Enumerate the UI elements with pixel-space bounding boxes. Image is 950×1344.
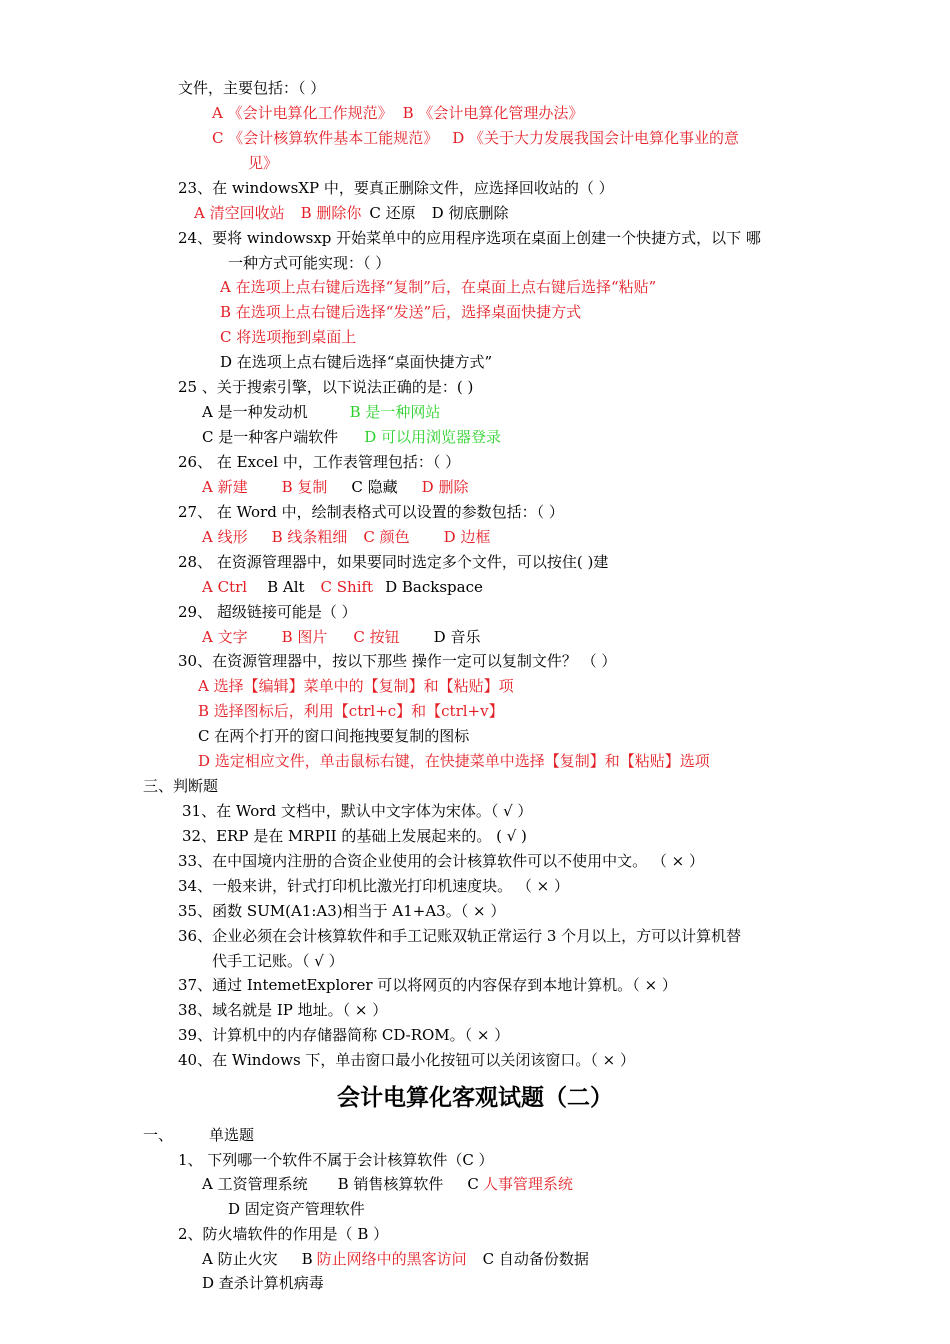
answer-option: B 图片 <box>281 628 328 646</box>
text-line <box>228 253 390 273</box>
text-run: 25 、关于搜索引擎，以下说法正确的是：( ) <box>178 378 474 396</box>
text-run: 一、 <box>143 1126 174 1144</box>
text-line <box>178 377 473 397</box>
answer-option: B 选择图标后，利用【ctrl+c】和【ctrl+v】 <box>198 702 504 720</box>
answer-option: A 《会计电算化工作规范》 <box>212 104 393 122</box>
text-line <box>202 527 490 547</box>
text-run: 单选题 <box>209 1126 255 1144</box>
text-line <box>212 103 583 123</box>
text-line <box>182 826 527 846</box>
text-line <box>198 726 469 746</box>
answer-option: A 文字 <box>202 628 248 646</box>
text-line <box>143 776 218 796</box>
answer-option: 见》 <box>248 154 279 172</box>
text-run: 29、 超级链接可能是（ ） <box>178 603 357 621</box>
text-line <box>202 402 440 422</box>
text-run: C 还原 <box>369 204 416 222</box>
text-line <box>182 801 532 821</box>
answer-option: C 按钮 <box>353 628 400 646</box>
text-line <box>178 1224 388 1244</box>
text-line <box>194 203 508 223</box>
text-line <box>212 128 739 148</box>
text-run: C 在两个打开的窗口间拖拽要复制的图标 <box>198 727 470 745</box>
answer-option: 人事管理系统 <box>482 1175 573 1193</box>
text-line <box>220 302 581 322</box>
text-run: D 固定资产管理软件 <box>228 1200 365 1218</box>
answer-option: B 删除你 <box>300 204 362 222</box>
text-run: 36、企业必须在会计核算软件和手工记账双轨正常运行 3 个月以上，方可以计算机替 <box>178 927 742 945</box>
text-run: D Backspace <box>385 578 483 596</box>
text-line <box>198 751 710 771</box>
text-line <box>178 975 677 995</box>
answer-option: A 在选项上点右键后选择“复制”后，在桌面上点右键后选择“粘贴” <box>220 278 657 296</box>
text-line <box>202 1249 589 1269</box>
text-line <box>198 676 514 696</box>
text-line <box>198 701 504 721</box>
text-run: A 工资管理系统 <box>202 1175 308 1193</box>
text-run: 28、 在资源管理器中，如果要同时选定多个文件，可以按住( )建 <box>178 553 609 571</box>
text-line <box>228 1199 365 1219</box>
text-run: D 在选项上点右键后选择“桌面快捷方式” <box>220 353 493 371</box>
text-line <box>202 1273 324 1293</box>
answer-option: A 新建 <box>202 478 248 496</box>
text-run: 35、函数 SUM(A1:A3)相当于 A1+A3。（ × ） <box>178 902 506 920</box>
answer-option: C 颜色 <box>363 528 410 546</box>
text-run: B Alt <box>267 578 305 596</box>
answer-option: B 在选项上点右键后选择“发送”后，选择桌面快捷方式 <box>220 303 582 321</box>
text-run: C <box>467 1175 479 1193</box>
answer-option: A 清空回收站 <box>194 204 285 222</box>
text-line <box>178 1000 387 1020</box>
text-run: 27、 在 Word 中，绘制表格式可以设置的参数包括：（ ） <box>178 503 564 521</box>
text-line <box>178 552 608 572</box>
text-run: 32、ERP 是在 MRPII 的基础上发展起来的。 ( √ ) <box>182 827 527 845</box>
answer-option: B 线条粗细 <box>271 528 348 546</box>
text-line <box>178 178 614 198</box>
text-line <box>178 502 564 522</box>
text-run: 39、计算机中的内存储器简称 CD-ROM。（ × ） <box>178 1026 510 1044</box>
text-line <box>178 1025 509 1045</box>
text-run: A 防止火灾 <box>202 1250 278 1268</box>
text-line <box>178 651 616 671</box>
text-run: 34、一般来讲，针式打印机比激光打印机速度块。 （ × ） <box>178 877 569 895</box>
text-line <box>178 228 761 248</box>
text-line <box>178 901 505 921</box>
text-run: 2、防火墙软件的作用是（ B ） <box>178 1225 389 1243</box>
text-line <box>220 327 356 347</box>
text-run: 26、 在 Excel 中，工作表管理包括：（ ） <box>178 453 461 471</box>
text-line <box>178 926 741 946</box>
text-line <box>178 1050 635 1070</box>
text-line <box>202 577 483 597</box>
text-line <box>220 277 656 297</box>
text-run: C 是一种客户端软件 <box>202 428 339 446</box>
text-run: D 查杀计算机病毒 <box>202 1274 324 1292</box>
text-line <box>178 452 460 472</box>
text-run: 文件，主要包括：（ ） <box>178 79 326 97</box>
text-line <box>178 78 325 98</box>
text-run: D 彻底删除 <box>431 204 509 222</box>
text-run: C 隐藏 <box>351 478 398 496</box>
text-run: 33、在中国境内注册的合资企业使用的会计核算软件可以不使用中文。 （ × ） <box>178 852 704 870</box>
answer-option: B 《会计电算化管理办法》 <box>402 104 584 122</box>
text-line <box>202 477 468 497</box>
answer-option: C 将选项拖到桌面上 <box>220 328 357 346</box>
text-run: B 销售核算软件 <box>337 1175 444 1193</box>
text-line <box>178 851 704 871</box>
answer-option: 防止网络中的黑客访问 <box>316 1250 467 1268</box>
answer-option: D 选定相应文件，单击鼠标右键，在快捷菜单中选择【复制】和【粘贴】选项 <box>198 752 710 770</box>
text-line <box>212 951 344 971</box>
text-run: 37、通过 IntemetExplorer 可以将网页的内容保存到本地计算机。（ × ） <box>178 976 677 994</box>
text-run: 24、要将 windowsxp 开始菜单中的应用程序选项在桌面上创建一个快捷方式，以下 哪 <box>178 229 761 247</box>
text-run: 一种方式可能实现：（ ） <box>228 254 391 272</box>
answer-option: C 《会计核算软件基本工能规范》 <box>212 129 439 147</box>
text-run: A 是一种发动机 <box>202 403 308 421</box>
text-line <box>202 427 501 447</box>
answer-option: D 边框 <box>443 528 491 546</box>
text-run: 23、在 windowsXP 中，要真正删除文件，应选择回收站的（ ） <box>178 179 614 197</box>
text-line <box>220 352 492 372</box>
answer-option: A 选择【编辑】菜单中的【复制】和【粘贴】项 <box>198 677 514 695</box>
text-run: 31、在 Word 文档中，默认中文字体为宋体。（ √ ） <box>182 802 533 820</box>
answer-option: C Shift <box>320 578 374 596</box>
text-run: 1、 下列哪一个软件不属于会计核算软件（C ） <box>178 1151 494 1169</box>
answer-option: D 《关于大力发展我国会计电算化事业的意 <box>452 129 740 147</box>
text-run: 30、在资源管理器中，按以下那些 操作一定可以复制文件？ （ ） <box>178 652 617 670</box>
text-line <box>143 1125 254 1145</box>
section-title: 会计电算化客观试题（二） <box>337 1085 613 1111</box>
answer-option: A 线形 <box>202 528 248 546</box>
text-line <box>202 1174 573 1194</box>
answer-option: B 复制 <box>281 478 328 496</box>
text-line <box>178 876 569 896</box>
text-run: 38、域名就是 IP 地址。（ × ） <box>178 1001 388 1019</box>
text-line <box>178 602 357 622</box>
answer-option: D 删除 <box>421 478 469 496</box>
text-run: 40、在 Windows 下，单击窗口最小化按钮可以关闭该窗口。（ × ） <box>178 1051 636 1069</box>
text-run: D 音乐 <box>433 628 481 646</box>
text-run: 三、判断题 <box>143 777 219 795</box>
answer-option: D 可以用浏览器登录 <box>364 428 502 446</box>
text-run: B <box>301 1250 313 1268</box>
text-line <box>202 627 480 647</box>
text-run: 代手工记账。（ √ ） <box>212 952 344 970</box>
text-line <box>248 153 278 173</box>
answer-option: B 是一种网站 <box>349 403 441 421</box>
text-run: C 自动备份数据 <box>482 1250 589 1268</box>
text-line <box>178 1150 494 1170</box>
answer-option: A Ctrl <box>202 578 248 596</box>
